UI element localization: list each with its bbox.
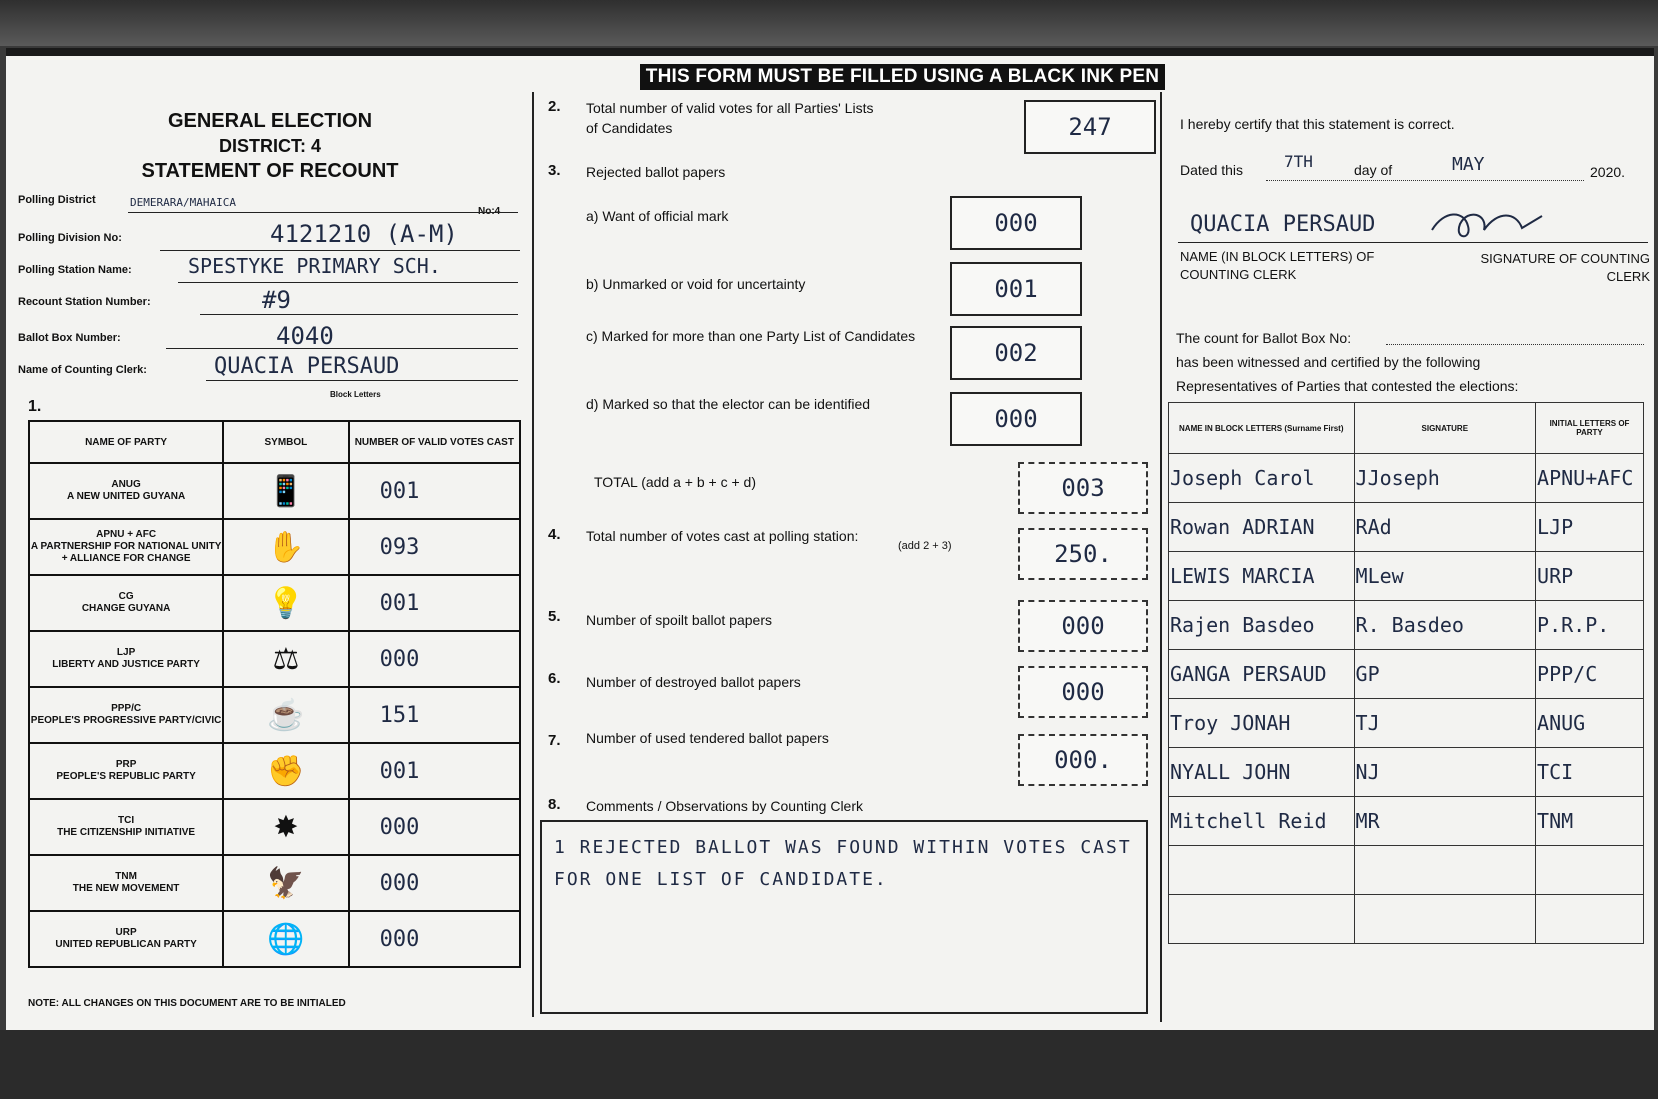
rep-signature-cell: MR bbox=[1354, 797, 1536, 846]
party-full-name: THE CITIZENSHIP INITIATIVE bbox=[57, 827, 196, 838]
valid-votes-cell: 000 bbox=[349, 911, 520, 967]
rep-name-cell: Joseph Carol bbox=[1169, 454, 1355, 503]
sunburst-icon: ✸ bbox=[223, 799, 348, 855]
party-full-name: PEOPLE'S PROGRESSIVE PARTY/CIVIC bbox=[30, 715, 222, 726]
rep-signature-cell: R. Basdeo bbox=[1354, 601, 1536, 650]
certify-statement: I hereby certify that this statement is correct. bbox=[1180, 116, 1455, 132]
rep-signature-cell: GP bbox=[1354, 650, 1536, 699]
table-row bbox=[1169, 748, 1644, 797]
total-rejected-box: 003 bbox=[1018, 462, 1148, 514]
rep-name-cell: Rajen Basdeo bbox=[1169, 601, 1355, 650]
q3a-value-box: 000 bbox=[950, 196, 1082, 250]
polling-district-number: No:4 bbox=[478, 206, 501, 217]
table-row bbox=[29, 799, 520, 855]
clerk-name-label: NAME (IN BLOCK LETTERS) OF COUNTING CLERK bbox=[1180, 249, 1375, 282]
polling-division-line bbox=[160, 250, 520, 251]
table-row bbox=[1169, 895, 1644, 944]
rep-signature-cell bbox=[1354, 895, 1536, 944]
q4-value-box: 250. bbox=[1018, 528, 1148, 580]
party-full-name: THE NEW MOVEMENT bbox=[72, 883, 180, 894]
rep-party-cell bbox=[1536, 895, 1644, 944]
rep-signature-cell bbox=[1354, 846, 1536, 895]
dated-year: 2020. bbox=[1590, 164, 1626, 180]
rep-name-cell: LEWIS MARCIA bbox=[1169, 552, 1355, 601]
q7-number: 7. bbox=[548, 732, 561, 749]
valid-votes-cell: 000 bbox=[349, 855, 520, 911]
table-row bbox=[29, 463, 520, 519]
q2-text: Total number of valid votes for all Parties' Lists of Candidates bbox=[586, 100, 874, 136]
rep-name-header: NAME IN BLOCK LETTERS (Surname First) bbox=[1169, 403, 1355, 454]
party-abbr: LJP bbox=[116, 647, 136, 658]
rep-name-cell bbox=[1169, 846, 1355, 895]
polling-station-label: Polling Station Name: bbox=[18, 264, 132, 276]
rep-name-cell: NYALL JOHN bbox=[1169, 748, 1355, 797]
q2-value-box: 247 bbox=[1024, 100, 1156, 154]
rep-party-cell: ANUG bbox=[1536, 699, 1644, 748]
block-letters-note: Block Letters bbox=[330, 390, 381, 399]
q3-text: Rejected ballot papers bbox=[586, 164, 726, 180]
count-statement-line2: has been witnessed and certified by the following bbox=[1176, 354, 1481, 370]
table-row bbox=[29, 631, 520, 687]
q3c-text: c) Marked for more than one Party List of Candidates bbox=[586, 328, 916, 344]
table-row bbox=[29, 911, 520, 967]
ballot-box-label: Ballot Box Number: bbox=[18, 332, 121, 344]
party-full-name: UNITED REPUBLICAN PARTY bbox=[55, 939, 197, 950]
party-abbr: TCI bbox=[118, 815, 135, 826]
lightbulb-icon: 💡 bbox=[223, 575, 348, 631]
polling-division-label: Polling Division No: bbox=[18, 232, 122, 244]
symbol-header: SYMBOL bbox=[223, 421, 348, 463]
title-general-election: GENERAL ELECTION bbox=[167, 110, 373, 132]
q6-number: 6. bbox=[548, 670, 561, 687]
party-abbr: APNU + AFC bbox=[96, 529, 157, 540]
ballot-box-line bbox=[166, 348, 518, 349]
rep-party-header: INITIAL LETTERS OF PARTY bbox=[1536, 403, 1644, 454]
rep-party-cell: APNU+AFC bbox=[1536, 454, 1644, 503]
recount-station-line bbox=[200, 314, 518, 315]
rep-name-cell: Mitchell Reid bbox=[1169, 797, 1355, 846]
counting-clerk-label: Name of Counting Clerk: bbox=[18, 364, 147, 376]
clerk-signature-label: SIGNATURE OF COUNTING CLERK bbox=[1480, 251, 1650, 284]
polling-district-value: DEMERARA/MAHAICA bbox=[130, 196, 236, 209]
q4-text: Total number of votes cast at polling station: bbox=[586, 528, 859, 544]
cellphone-icon: 📱 bbox=[223, 463, 348, 519]
rep-party-cell: TCI bbox=[1536, 748, 1644, 797]
party-abbr: PRP bbox=[115, 759, 137, 770]
rep-name-cell: Troy JONAH bbox=[1169, 699, 1355, 748]
party-full-name: CHANGE GUYANA bbox=[81, 603, 171, 614]
initial-changes-note: NOTE: ALL CHANGES ON THIS DOCUMENT ARE TO BE INITIALED bbox=[28, 998, 346, 1009]
justice-icon: ⚖ bbox=[223, 631, 348, 687]
count-statement-line3: Representatives of Parties that contested the elections: bbox=[1176, 378, 1519, 394]
polling-division-value: 4121210 (A-M) bbox=[270, 220, 458, 248]
party-name-cell bbox=[29, 519, 223, 575]
q3c-value-box: 002 bbox=[950, 326, 1082, 380]
party-full-name: PEOPLE'S REPUBLIC PARTY bbox=[56, 771, 196, 782]
rep-signature-header: SIGNATURE bbox=[1354, 403, 1536, 454]
ballot-box-value: 4040 bbox=[276, 322, 334, 350]
q3d-text: d) Marked so that the elector can be identified bbox=[586, 396, 871, 412]
party-name-cell bbox=[29, 575, 223, 631]
q4-number: 4. bbox=[548, 526, 561, 543]
clerk-signature bbox=[1424, 200, 1554, 246]
rep-party-cell: LJP bbox=[1536, 503, 1644, 552]
polling-station-line bbox=[178, 282, 518, 283]
table-row bbox=[1169, 503, 1644, 552]
rep-name-cell bbox=[1169, 895, 1355, 944]
table-row bbox=[29, 855, 520, 911]
cup-icon: ☕ bbox=[223, 687, 348, 743]
party-votes-table bbox=[28, 420, 521, 968]
valid-votes-cell: 001 bbox=[349, 463, 520, 519]
rep-signature-cell: MLew bbox=[1354, 552, 1536, 601]
rep-party-cell: URP bbox=[1536, 552, 1644, 601]
recount-station-value: #9 bbox=[262, 286, 291, 314]
rep-signature-cell: NJ bbox=[1354, 748, 1536, 797]
column-divider-left bbox=[532, 92, 534, 1017]
q8-text: Comments / Observations by Counting Clerk bbox=[586, 798, 863, 814]
table-row bbox=[1169, 699, 1644, 748]
rep-party-cell: TNM bbox=[1536, 797, 1644, 846]
party-name-header: NAME OF PARTY bbox=[29, 421, 223, 463]
background-top bbox=[0, 0, 1658, 46]
rep-signature-cell: JJoseph bbox=[1354, 454, 1536, 503]
valid-votes-cell: 151 bbox=[349, 687, 520, 743]
ink-pen-banner: THIS FORM MUST BE FILLED USING A BLACK INK PEN bbox=[640, 64, 1165, 90]
party-name-cell bbox=[29, 911, 223, 967]
rep-name-cell: GANGA PERSAUD bbox=[1169, 650, 1355, 699]
party-representatives-table bbox=[1168, 402, 1644, 944]
table-row bbox=[1169, 797, 1644, 846]
polling-district-label: Polling District bbox=[18, 194, 96, 206]
q7-text: Number of used tendered ballot papers bbox=[586, 730, 829, 746]
title-district: DISTRICT: 4 bbox=[218, 136, 321, 156]
day-of-label: day of bbox=[1354, 162, 1393, 178]
rep-party-cell bbox=[1536, 846, 1644, 895]
valid-votes-cell: 000 bbox=[349, 631, 520, 687]
section-one-number: 1. bbox=[28, 398, 42, 415]
party-abbr: TNM bbox=[115, 871, 137, 882]
table-row bbox=[29, 519, 520, 575]
table-row bbox=[29, 687, 520, 743]
table-row bbox=[1169, 650, 1644, 699]
title-statement: STATEMENT OF RECOUNT bbox=[141, 160, 399, 182]
party-abbr: URP bbox=[115, 927, 137, 938]
party-abbr: PPP/C bbox=[111, 703, 142, 714]
party-abbr: ANUG bbox=[111, 479, 141, 490]
clerk-line bbox=[1178, 242, 1648, 243]
party-name-cell bbox=[29, 743, 223, 799]
q6-text: Number of destroyed ballot papers bbox=[586, 674, 801, 690]
party-full-name: LIBERTY AND JUSTICE PARTY bbox=[52, 659, 200, 670]
count-box-line bbox=[1386, 344, 1644, 345]
rep-name-cell: Rowan ADRIAN bbox=[1169, 503, 1355, 552]
party-name-cell bbox=[29, 799, 223, 855]
q3d-value-box: 000 bbox=[950, 392, 1082, 446]
q3a-text: a) Want of official mark bbox=[586, 208, 729, 224]
column-divider-right bbox=[1160, 92, 1162, 1022]
q4-add-note: (add 2 + 3) bbox=[898, 540, 952, 552]
rep-party-cell: PPP/C bbox=[1536, 650, 1644, 699]
party-full-name: A PARTNERSHIP FOR NATIONAL UNITY + ALLIANCE FOR CHANGE bbox=[30, 541, 222, 564]
party-abbr: CG bbox=[118, 591, 134, 602]
q3b-value-box: 001 bbox=[950, 262, 1082, 316]
q6-value-box: 000 bbox=[1018, 666, 1148, 718]
rep-party-cell: P.R.P. bbox=[1536, 601, 1644, 650]
hand-icon: ✋ bbox=[223, 519, 348, 575]
eagle-icon: 🦅 bbox=[223, 855, 348, 911]
q5-number: 5. bbox=[548, 608, 561, 625]
q5-value-box: 000 bbox=[1018, 600, 1148, 652]
counting-clerk-line bbox=[206, 380, 518, 381]
valid-votes-cell: 001 bbox=[349, 743, 520, 799]
q3-number: 3. bbox=[548, 162, 561, 179]
rep-signature-cell: RAd bbox=[1354, 503, 1536, 552]
valid-votes-cell: 000 bbox=[349, 799, 520, 855]
valid-votes-cell: 093 bbox=[349, 519, 520, 575]
party-name-cell bbox=[29, 631, 223, 687]
table-row bbox=[1169, 601, 1644, 650]
valid-votes-header: NUMBER OF VALID VOTES CAST bbox=[349, 421, 520, 463]
table-row bbox=[1169, 552, 1644, 601]
polling-station-value: SPESTYKE PRIMARY SCH. bbox=[188, 254, 441, 278]
date-line bbox=[1266, 180, 1584, 181]
q7-value-box: 000. bbox=[1018, 734, 1148, 786]
table-row bbox=[29, 575, 520, 631]
q8-number: 8. bbox=[548, 796, 561, 813]
fist-icon: ✊ bbox=[223, 743, 348, 799]
rep-signature-cell: TJ bbox=[1354, 699, 1536, 748]
party-full-name: A NEW UNITED GUYANA bbox=[67, 491, 186, 502]
valid-votes-cell: 001 bbox=[349, 575, 520, 631]
table-row bbox=[1169, 846, 1644, 895]
clerk-block-name: QUACIA PERSAUD bbox=[1190, 212, 1376, 237]
party-name-cell bbox=[29, 463, 223, 519]
party-name-cell bbox=[29, 855, 223, 911]
table-row bbox=[1169, 454, 1644, 503]
counting-clerk-value: QUACIA PERSAUD bbox=[214, 354, 400, 379]
q3b-text: b) Unmarked or void for uncertainty bbox=[586, 276, 806, 292]
q5-text: Number of spoilt ballot papers bbox=[586, 612, 772, 628]
count-statement-line1: The count for Ballot Box No: bbox=[1176, 330, 1352, 346]
dated-month: MAY bbox=[1452, 154, 1485, 175]
dated-day: 7TH bbox=[1284, 152, 1313, 171]
recount-station-label: Recount Station Number: bbox=[18, 296, 151, 308]
polling-district-line bbox=[128, 212, 518, 213]
background-bottom bbox=[0, 1030, 1658, 1099]
party-name-cell bbox=[29, 687, 223, 743]
comments-box: 1 REJECTED BALLOT WAS FOUND WITHIN VOTES CAST FOR ONE LIST OF CANDIDATE. bbox=[540, 820, 1148, 1014]
total-rejected-text: TOTAL (add a + b + c + d) bbox=[594, 474, 756, 490]
dated-label: Dated this bbox=[1180, 162, 1244, 178]
q2-number: 2. bbox=[548, 98, 561, 115]
globe-icon: 🌐 bbox=[223, 911, 348, 967]
table-row bbox=[29, 743, 520, 799]
